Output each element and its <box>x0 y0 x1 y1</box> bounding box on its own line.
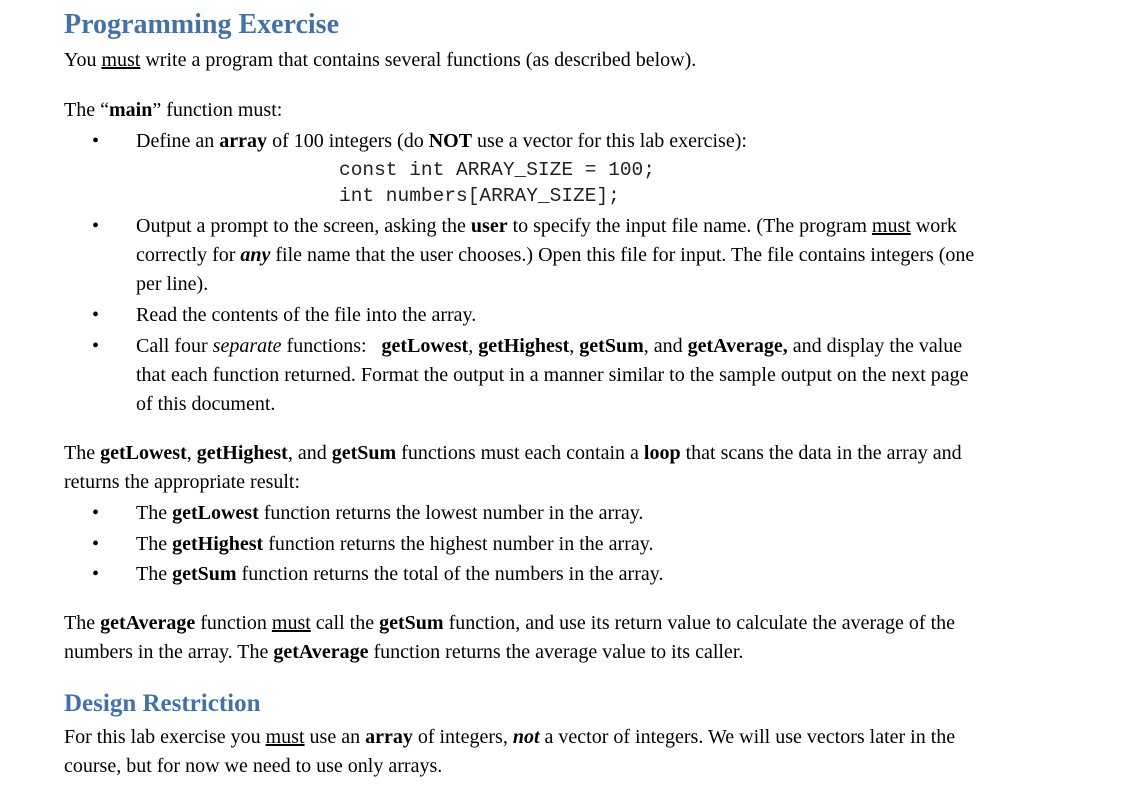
bullet-icon: • <box>92 304 100 326</box>
keyword-main: main <box>108 99 153 121</box>
page-title: Programming Exercise <box>64 9 340 40</box>
average-paragraph: The getAverage function must call the getSum function, and use its return value to calculate the average of the <box>64 612 956 634</box>
emphasis-must: must <box>101 49 141 71</box>
code-line-array-size: const int ARRAY_SIZE = 100; <box>339 159 655 181</box>
list-item-text: The getLowest function returns the lowest number in the array. <box>136 502 644 524</box>
list-item-text: Read the contents of the file into the array. <box>136 304 477 326</box>
list-item-text: Define an array of 100 integers (do NOT use a vector for this lab exercise): <box>136 130 747 152</box>
design-restriction-heading: Design Restriction <box>64 690 261 717</box>
bullet-icon: • <box>92 502 100 524</box>
design-paragraph-line2: course, but for now we need to use only arrays. <box>64 755 443 777</box>
bullet-icon: • <box>92 563 100 585</box>
text: The “ <box>64 99 109 121</box>
text: write a program that contains several functions (as described below). <box>140 49 697 71</box>
list-item-text: that each function returned. Format the output in a manner similar to the sample output on the next page <box>136 364 969 386</box>
list-item-text: The getHighest function returns the highest number in the array. <box>136 533 654 555</box>
main-function-intro <box>64 96 282 125</box>
list-item-text: correctly for any file name that the user chooses.) Open this file for input. The file contains integers (one <box>136 244 975 266</box>
design-paragraph: For this lab exercise you must use an array of integers, not a vector of integers. We will use vectors later in the <box>64 726 956 748</box>
loop-paragraph-line2: returns the appropriate result: <box>64 471 301 493</box>
list-item-text: of this document. <box>136 393 276 415</box>
bullet-icon: • <box>92 130 100 152</box>
loop-paragraph: The getLowest, getHighest, and getSum functions must each contain a loop that scans the data in the array and <box>64 442 962 464</box>
intro-paragraph <box>64 46 696 75</box>
text: ” function must: <box>152 99 283 121</box>
text: You <box>64 49 102 71</box>
list-item-text: per line). <box>136 273 209 295</box>
average-paragraph-line2: numbers in the array. The getAverage function returns the average value to its caller. <box>64 641 744 663</box>
code-line-numbers: int numbers[ARRAY_SIZE]; <box>339 185 620 207</box>
bullet-icon: • <box>92 335 100 357</box>
list-item-text: Call four separate functions: getLowest, getHighest, getSum, and getAverage, and display the value <box>136 335 963 357</box>
list-item-text: The getSum function returns the total of the numbers in the array. <box>136 563 664 585</box>
list-item-text: Output a prompt to the screen, asking the user to specify the input file name. (The program must work <box>136 215 957 237</box>
bullet-icon: • <box>92 215 100 237</box>
bullet-icon: • <box>92 533 100 555</box>
